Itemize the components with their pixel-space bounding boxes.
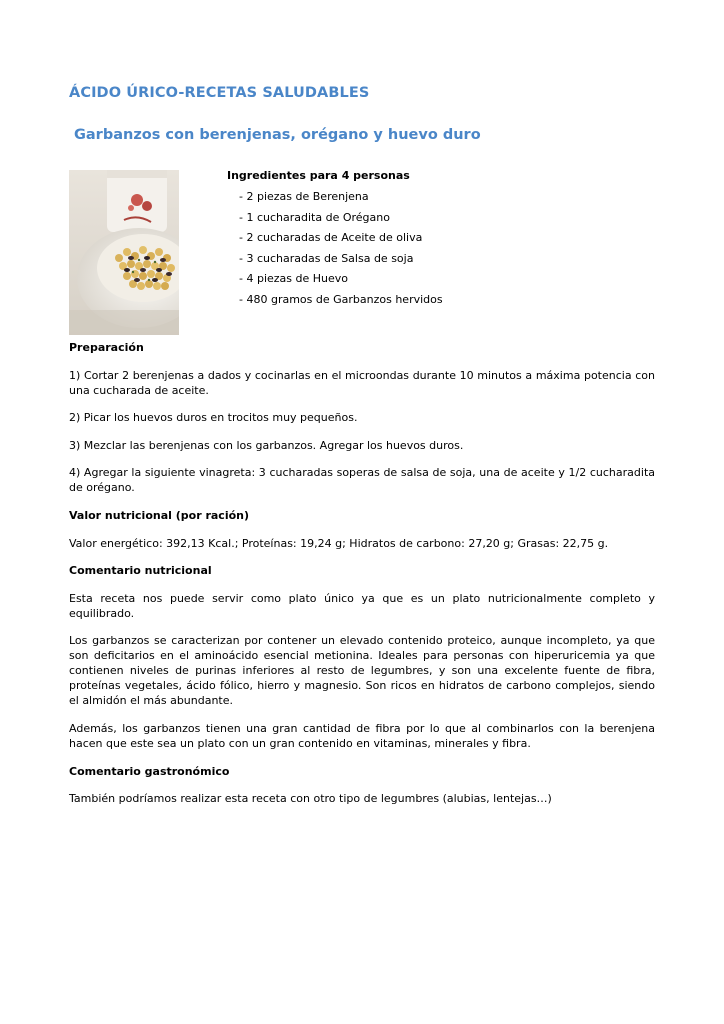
preparation-step: 3) Mezclar las berenjenas con los garbanzos. Agregar los huevos duros.: [69, 438, 464, 452]
ingredient-item: - 2 cucharadas de Aceite de oliva: [239, 231, 423, 245]
ingredient-item: - 3 cucharadas de Salsa de soja: [239, 251, 414, 265]
nutrition-comment-paragraph: Esta receta nos puede servir como plato único ya que es un plato nutricionalmente completo y equilibrado.: [69, 591, 655, 620]
recipe-title: Garbanzos con berenjenas, orégano y huevo duro: [74, 127, 481, 143]
ingredients-heading: Ingredientes para 4 personas: [227, 169, 410, 182]
nutrition-comment-paragraph: Además, los garbanzos tienen una gran cantidad de fibra por lo que al combinarlos con la berenjena hacen que este sea un plato con un gran contenido en vitaminas, minerales y fibra.: [69, 721, 655, 750]
ingredient-item: - 1 cucharadita de Orégano: [239, 210, 390, 224]
gastronomic-comment-heading: Comentario gastronómico: [69, 764, 230, 778]
recipe-body: [69, 340, 655, 819]
recipe-photo: [69, 170, 179, 335]
ingredient-item: - 480 gramos de Garbanzos hervidos: [239, 292, 443, 306]
ingredient-item: - 4 piezas de Huevo: [239, 272, 349, 286]
gastronomic-comment-text: También podríamos realizar esta receta con otro tipo de legumbres (alubias, lentejas…): [69, 792, 552, 806]
nutrition-text: Valor energético: 392,13 Kcal.; Proteínas: 19,24 g; Hidratos de carbono: 27,20 g; Grasas: 22,75 g.: [69, 536, 609, 550]
document-title: ÁCIDO ÚRICO-RECETAS SALUDABLES: [69, 85, 370, 101]
preparation-heading: Preparación: [69, 341, 144, 354]
ingredients-section: [227, 169, 443, 314]
nutrition-heading: Valor nutricional (por ración): [69, 508, 250, 522]
ingredients-list: [227, 190, 443, 307]
preparation-step: 1) Cortar 2 berenjenas a dados y cocinarlas en el microondas durante 10 minutos a máxima potencia con una cucharada de aceite.: [69, 368, 655, 397]
nutrition-comment-paragraph: Los garbanzos se caracterizan por contener un elevado contenido proteico, aunque incompleto, ya que son deficitarios en el aminoácido esencial metionina. Ideales para personas con hiperuricemia ya que contienen niveles de purinas inferiores al resto de legumbres, y son una excelente fuente de fibra, proteínas vegetales, ácido fólico, hierro y magnesio. Son ricos en hidratos de carbono complejos, siendo el almidón el más abundante.: [69, 634, 655, 708]
preparation-step: 2) Picar los huevos duros en trocitos muy pequeños.: [69, 411, 358, 425]
nutrition-comment-heading: Comentario nutricional: [69, 564, 212, 578]
preparation-step: 4) Agregar la siguiente vinagreta: 3 cucharadas soperas de salsa de soja, una de aceite y 1/2 cucharadita de orégano.: [69, 466, 655, 495]
ingredient-item: - 2 piezas de Berenjena: [239, 190, 369, 203]
